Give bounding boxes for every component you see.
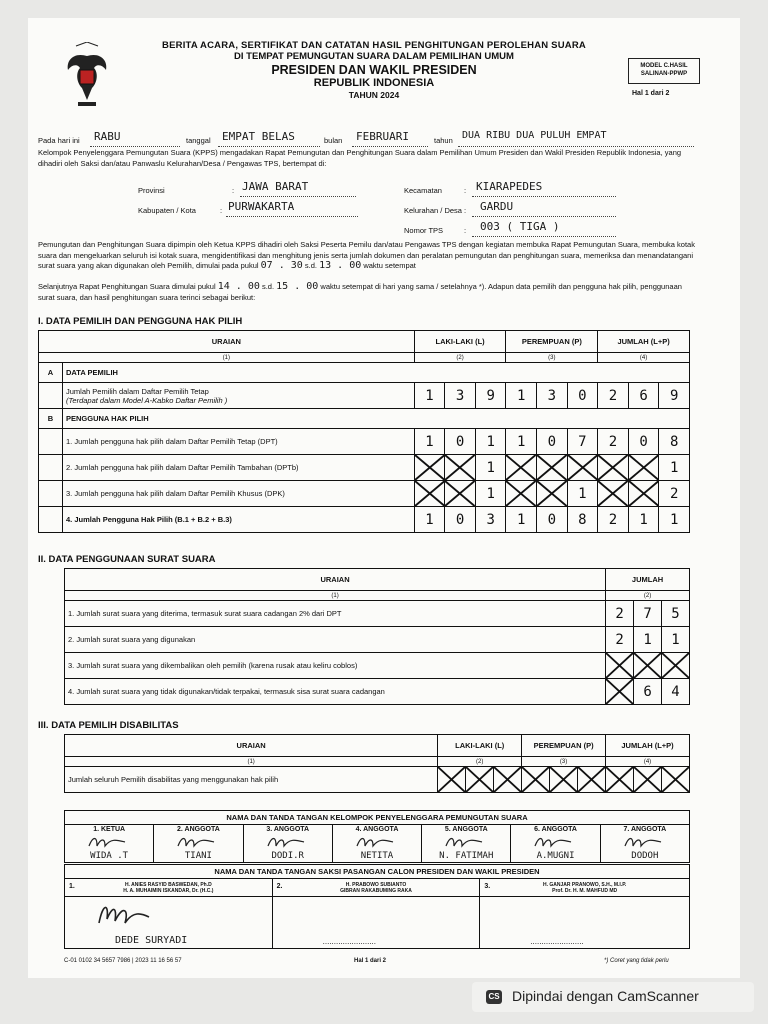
intro-hari-value: RABU — [94, 130, 121, 143]
saksi-table — [64, 864, 690, 949]
kpps-member-name: DODI.R — [271, 851, 304, 861]
s2-r1-cell: 7 — [634, 601, 662, 627]
s1-b1-cell: 0 — [628, 429, 659, 455]
s1-b2-cell: 1 — [475, 455, 506, 481]
kpps-member-name: DODOH — [631, 851, 659, 861]
tps-value: 003 ( TIGA ) — [480, 220, 560, 233]
s2-n2: (2) — [606, 591, 690, 601]
s3-crossed-cell — [661, 767, 689, 793]
s1-b4-row — [39, 507, 690, 533]
cross-mark-icon — [578, 767, 605, 792]
cross-mark-icon — [494, 767, 521, 792]
s2-r1-cell: 5 — [662, 601, 690, 627]
model-sub-label: SALINAN-PPWP — [640, 71, 688, 77]
s1-a-cell: 3 — [537, 383, 568, 409]
s1-b4-label: 4. Jumlah Pengguna Hak Pilih (B.1 + B.2 + B.3) — [63, 507, 415, 533]
header-line2: DI TEMPAT PEMUNGUTAN SUARA DALAM PEMILIHAN UMUM — [234, 51, 514, 62]
kpps-signature — [355, 834, 395, 850]
s1-a-cell: 1 — [414, 383, 445, 409]
s1-b3-cell — [445, 481, 476, 507]
s2-r3-cell — [606, 653, 634, 679]
s3-r1-label: Jumlah seluruh Pemilih disabilitas yang menggunakan hak pilih — [65, 767, 438, 793]
provinsi-value: JAWA BARAT — [242, 180, 309, 193]
kpps-member-cell — [422, 825, 511, 863]
cross-mark-icon — [568, 455, 598, 480]
s1-a-cell: 2 — [598, 383, 629, 409]
s3-n4: (4) — [606, 757, 690, 767]
s1-b2-row — [39, 455, 690, 481]
s1-b1-cell: 8 — [659, 429, 690, 455]
s3-crossed-cell — [634, 767, 662, 793]
s1-n3: (3) — [506, 353, 598, 363]
saksi-c2-sign-cell — [272, 897, 480, 949]
s2-r4-label: 4. Jumlah surat suara yang tidak digunakan/tidak terpakai, termasuk sisa surat suara cadangan — [65, 679, 606, 705]
s1-b4-cell: 1 — [506, 507, 537, 533]
saksi-c1-name1: H. ANIES RASYID BASWEDAN, Ph.D — [124, 881, 212, 888]
s3-r1-row — [65, 767, 690, 793]
s1-b4-cell: 2 — [598, 507, 629, 533]
kpps-member-name: NETITA — [360, 851, 394, 861]
s1-b2-cell — [506, 455, 537, 481]
count-end-time: 15 . 00 — [276, 281, 319, 292]
kpps-member-cell — [332, 825, 421, 863]
s1-b2-cell — [445, 455, 476, 481]
cross-mark-icon — [606, 653, 633, 678]
intro-paragraph: Kelompok Penyelenggara Pemungutan Suara (KPPS) mengadakan Rapat Pemungutan dan Penghitungan Suara dalam Pemilihan Umum Presiden dan Wakil Presiden Republik Indonesia, yang dihadiri oleh Saksi dan/atau Panwaslu Kelurahan/Desa / Pengawas TPS, bertempat di: — [38, 148, 682, 168]
s1-b-title: PENGGUNA HAK PILIH — [63, 409, 690, 429]
cross-mark-icon — [537, 481, 567, 506]
s1-b4-cell: 8 — [567, 507, 598, 533]
section3-table — [64, 734, 690, 793]
cross-mark-icon — [522, 767, 549, 792]
s1-a-cell: 3 — [445, 383, 476, 409]
s1-b2-cell: 1 — [659, 455, 690, 481]
s3-n2: (2) — [438, 757, 522, 767]
s1-b4-cell: 0 — [537, 507, 568, 533]
s2-r1-label: 1. Jumlah surat suara yang diterima, termasuk surat suara cadangan 2% dari DPT — [65, 601, 606, 627]
s3-crossed-cell — [606, 767, 634, 793]
cross-mark-icon — [550, 767, 577, 792]
model-label: MODEL C.HASIL — [640, 63, 688, 69]
kpps-signature — [176, 834, 216, 850]
s3-col-j: JUMLAH (L+P) — [606, 735, 690, 757]
saksi-c1-name: DEDE SURYADI — [115, 935, 188, 946]
s2-r3-cell — [662, 653, 690, 679]
kpps-member-cell — [600, 825, 689, 863]
model-box — [628, 58, 700, 84]
s3-col-uraian: URAIAN — [65, 735, 438, 757]
saksi-c3-header — [480, 879, 690, 897]
kpps-member-role: 4. ANGGOTA — [355, 826, 399, 833]
s2-r2-cell: 2 — [606, 627, 634, 653]
kelurahan-label: Kelurahan / Desa — [404, 206, 462, 215]
saksi-c2-header — [272, 879, 480, 897]
s1-b3-label: 3. Jumlah pengguna hak pilih dalam Daftar Pemilih Khusus (DPK) — [63, 481, 415, 507]
cross-mark-icon — [598, 455, 628, 480]
s1-n1: (1) — [39, 353, 415, 363]
s3-col-p: PEREMPUAN (P) — [522, 735, 606, 757]
cross-mark-icon — [506, 481, 536, 506]
cross-mark-icon — [506, 455, 536, 480]
s2-r2-cell: 1 — [662, 627, 690, 653]
intro-hari-label: Pada hari ini — [38, 136, 80, 145]
count-text-b: waktu setempat di hari yang sama / setelahnya *). Adapun data pemilih dan pengguna hak pilih, penggunaan surat suara, dan hasil penghitungan suara terinci sebagai berikut: — [38, 282, 682, 302]
kpps-table — [64, 810, 690, 863]
saksi-c3-name: ........................ — [530, 937, 584, 946]
cross-mark-icon — [415, 455, 445, 480]
s1-a-title: DATA PEMILIH — [63, 363, 690, 383]
s1-a-cell: 1 — [506, 383, 537, 409]
saksi-c2-name: ........................ — [322, 937, 376, 946]
document-header — [124, 40, 624, 100]
s2-r1-row — [65, 601, 690, 627]
procedure-start-time: 07 . 30 — [260, 260, 303, 271]
s1-b3-cell — [537, 481, 568, 507]
saksi-c1-name2: H. A. MUHAIMIN ISKANDAR, Dr. (H.C.) — [123, 887, 214, 894]
kpps-signature — [444, 834, 484, 850]
s1-b2-cell — [537, 455, 568, 481]
s2-r2-row — [65, 627, 690, 653]
s3-crossed-cell — [438, 767, 466, 793]
kpps-member-role: 1. KETUA — [93, 826, 126, 833]
s2-r1-cell: 2 — [606, 601, 634, 627]
kpps-member-name: N. FATIMAH — [439, 851, 494, 861]
s1-b1-cell: 7 — [567, 429, 598, 455]
s1-b2-cell — [567, 455, 598, 481]
footer-page: Hal 1 dari 2 — [354, 958, 387, 964]
s1-b3-cell — [598, 481, 629, 507]
cross-mark-icon — [438, 767, 465, 792]
section1-title: I. DATA PEMILIH DAN PENGGUNA HAK PILIH — [38, 316, 243, 327]
saksi-c1-header — [65, 879, 273, 897]
kpps-signature — [623, 834, 663, 850]
saksi-c2-name1: H. PRABOWO SUBIANTO — [345, 881, 407, 888]
kpps-member-name: TIANI — [184, 851, 212, 861]
s1-a-cell: 9 — [659, 383, 690, 409]
procedure-end-time: 13 . 00 — [319, 260, 362, 271]
s1-b2-label: 2. Jumlah pengguna hak pilih dalam Daftar Pemilih Tambahan (DPTb) — [63, 455, 415, 481]
s1-a-row1-label: Jumlah Pemilih dalam Daftar Pemilih Tetap — [66, 386, 209, 396]
s1-col-p: PEREMPUAN (P) — [506, 331, 598, 353]
cross-mark-icon — [634, 767, 661, 792]
kpps-member-role: 7. ANGGOTA — [623, 826, 667, 833]
s1-b1-cell: 0 — [445, 429, 476, 455]
intro-bulan-label: bulan — [324, 136, 343, 145]
count-start-time: 14 . 00 — [217, 281, 260, 292]
s1-b1-cell: 1 — [506, 429, 537, 455]
s1-a-cell: 6 — [628, 383, 659, 409]
cross-mark-icon — [415, 481, 445, 506]
section1-table — [38, 330, 690, 533]
kabupaten-value: PURWAKARTA — [228, 200, 295, 213]
kecamatan-value: KIARAPEDES — [476, 180, 543, 193]
section2-table — [64, 568, 690, 705]
procedure-text: Pemungutan dan Penghitungan Suara dipimpin oleh Ketua KPPS dihadiri oleh Saksi Peserta Pemilu dan/atau Pengawas TPS dengan kegiatan membuka Rapat Pemungutan Suara, membuka kotak suara dan mengeluarkan seluruh isi kotak suara, mengidentifikasi dan menghitung jenis serta jumlah dokumen dan peralatan pemungutan dan penghitungan suara, memeriksa dan menandatangani surat suara yang akan digunakan oleh Pemilih, dimulai pada pukul — [38, 240, 695, 270]
saksi-c3-sign-cell — [480, 897, 690, 949]
s2-r4-cell — [606, 679, 634, 705]
kpps-member-name: A.MUGNI — [536, 851, 575, 861]
saksi-c3-name1: H. GANJAR PRANOWO, S.H., M.I.P. — [543, 881, 627, 888]
cross-mark-icon — [445, 455, 475, 480]
provinsi-label: Provinsi — [138, 186, 165, 195]
cross-mark-icon — [537, 455, 567, 480]
kpps-member-cell — [243, 825, 332, 863]
s1-col-l: LAKI-LAKI (L) — [414, 331, 506, 353]
footer-code: C-01 0102 34 5657 7986 | 2023 11 16 56 57 — [64, 958, 182, 964]
header-year: TAHUN 2024 — [348, 90, 400, 100]
s3-n3: (3) — [522, 757, 606, 767]
s3-crossed-cell — [494, 767, 522, 793]
s2-r2-label: 2. Jumlah surat suara yang digunakan — [65, 627, 606, 653]
kpps-member-name: WIDA .T — [90, 851, 129, 861]
saksi-c2-num: 2. — [276, 883, 283, 890]
kpps-member-role: 6. ANGGOTA — [534, 826, 577, 833]
s1-b1-cell: 1 — [414, 429, 445, 455]
intro-bulan-value: FEBRUARI — [356, 130, 409, 143]
header-line4: REPUBLIK INDONESIA — [313, 77, 435, 89]
s1-b3-cell: 1 — [475, 481, 506, 507]
s2-r2-cell: 1 — [634, 627, 662, 653]
count-paragraph — [38, 282, 700, 303]
s3-col-l: LAKI-LAKI (L) — [438, 735, 522, 757]
camscanner-watermark — [472, 982, 754, 1012]
kpps-signature — [87, 834, 127, 850]
header-line3: PRESIDEN DAN WAKIL PRESIDEN — [271, 63, 477, 77]
s1-col-uraian: URAIAN — [39, 331, 415, 353]
camscanner-text: Dipindai dengan CamScanner — [512, 988, 699, 1004]
s1-n2: (2) — [414, 353, 506, 363]
header-line1: BERITA ACARA, SERTIFIKAT DAN CATATAN HASIL PENGHITUNGAN PEROLEHAN SUARA — [162, 40, 586, 51]
count-sd: s.d. — [261, 282, 275, 291]
cross-mark-icon — [662, 653, 689, 678]
kpps-member-cell — [154, 825, 243, 863]
s1-a-cell: 0 — [567, 383, 598, 409]
procedure-sd: s.d. — [304, 261, 317, 270]
cross-mark-icon — [466, 767, 493, 792]
kpps-member-cell — [511, 825, 600, 863]
s1-b3-row — [39, 481, 690, 507]
garuda-emblem-icon — [62, 42, 112, 112]
saksi-c1-num: 1. — [69, 883, 75, 890]
s1-b4-cell: 3 — [475, 507, 506, 533]
kpps-member-cell — [65, 825, 154, 863]
cross-mark-icon — [629, 455, 659, 480]
procedure-paragraph — [38, 240, 700, 272]
cross-mark-icon — [629, 481, 659, 506]
s1-b4-cell: 1 — [659, 507, 690, 533]
procedure-waktu: waktu setempat — [363, 261, 416, 270]
s2-r3-row — [65, 653, 690, 679]
s2-r3-cell — [634, 653, 662, 679]
s1-b-letter: B — [39, 409, 63, 429]
cross-mark-icon — [662, 767, 689, 792]
s1-b3-cell — [506, 481, 537, 507]
cross-mark-icon — [598, 481, 628, 506]
s3-crossed-cell — [466, 767, 494, 793]
page-indicator: Hal 1 dari 2 — [632, 90, 670, 97]
saksi-c3-name2: Prof. Dr. H. M. MAHFUD MD — [552, 887, 618, 894]
s1-a-row1-note: (Terdapat dalam Model A-Kabko Daftar Pemilih ) — [66, 395, 228, 405]
kpps-member-role: 3. ANGGOTA — [266, 826, 310, 833]
s1-b2-cell — [598, 455, 629, 481]
intro-tanggal-value: EMPAT BELAS — [222, 130, 295, 143]
s3-n1: (1) — [65, 757, 438, 767]
intro-tanggal-label: tanggal — [186, 136, 211, 145]
section2-title: II. DATA PENGGUNAAN SURAT SUARA — [38, 554, 216, 565]
s3-crossed-cell — [550, 767, 578, 793]
saksi-c3-num: 3. — [484, 883, 491, 890]
kpps-signature — [533, 834, 573, 850]
s1-b4-cell: 1 — [628, 507, 659, 533]
kpps-signature-row — [65, 825, 690, 863]
s1-b1-row — [39, 429, 690, 455]
cross-mark-icon — [634, 653, 661, 678]
s1-b1-label: 1. Jumlah pengguna hak pilih dalam Daftar Pemilih Tetap (DPT) — [63, 429, 415, 455]
s1-b4-cell: 1 — [414, 507, 445, 533]
s3-crossed-cell — [578, 767, 606, 793]
s1-b3-cell — [628, 481, 659, 507]
s1-b1-cell: 2 — [598, 429, 629, 455]
saksi-c1-sign-cell — [65, 897, 273, 949]
s1-b1-cell: 1 — [475, 429, 506, 455]
kpps-signature — [266, 834, 306, 850]
intro-tahun-label: tahun — [434, 136, 453, 145]
s2-r4-cell: 6 — [634, 679, 662, 705]
s3-crossed-cell — [522, 767, 550, 793]
cross-mark-icon — [445, 481, 475, 506]
s1-a-letter: A — [39, 363, 63, 383]
s1-a-cell: 9 — [475, 383, 506, 409]
s1-n4: (4) — [598, 353, 690, 363]
s2-r4-row — [65, 679, 690, 705]
kpps-member-role: 5. ANGGOTA — [444, 826, 488, 833]
s1-b3-cell: 1 — [567, 481, 598, 507]
s1-b1-cell: 0 — [537, 429, 568, 455]
s2-col-uraian: URAIAN — [65, 569, 606, 591]
s2-n1: (1) — [65, 591, 606, 601]
saksi-c2-name2: GIBRAN RAKABUMING RAKA — [340, 887, 412, 894]
kpps-member-role: 2. ANGGOTA — [177, 826, 220, 833]
s1-a-row — [39, 383, 690, 409]
saksi-c1-signature — [95, 899, 155, 929]
s2-r3-label: 3. Jumlah surat suara yang dikembalikan oleh pemilih (karena rusak atau keliru coblos) — [65, 653, 606, 679]
kabupaten-label: Kabupaten / Kota — [138, 206, 196, 215]
document-page: BERITA ACARA, SERTIFIKAT DAN CATATAN HASIL PENGHITUNGAN PEROLEHAN SUARA DI TEMPAT PEMUNGUTAN SUARA DALAM PEMILIHAN UMUM PRESIDEN DAN WAKIL PRESIDEN REPUBLIK INDONESIA TAHUN 2024 MODEL C.HASIL SALINAN-PPWP Hal 1 dari 2 Pada hari ini RABU tanggal EMPAT BELAS bulan FEBRUARI tahun DUA RIBU DUA PULUH EMPAT Kelompok Penyelenggara Pemungutan Suara (KPPS) mengadakan Rapat Pemungutan dan Penghitungan Suara dalam Pemilihan Umum Presiden dan Wakil Presiden Republik Indonesia, yang dihadiri oleh Saksi dan/atau Panwaslu Kelurahan/Desa / Pengawas TPS, bertempat di: Provinsi : JAWA BARAT Kabupaten / Kota : PURWAKARTA Kecamatan : KIARAPEDES Kelurahan / Desa : GARDU Nomor TPS : 003 ( TIGA ) Pemungutan dan Penghitungan Suara dipimpin oleh Ketua KPPS dihadiri oleh Saksi Peserta Pemilu dan/atau Pengawas TPS dengan kegiatan membuka Rapat Pemungutan Suara, membuka kotak suara dan mengeluarkan seluruh isi kotak suara, mengidentifikasi dan menghitung jenis serta jumlah dokumen dan peralatan pemungutan dan penghitungan suara, memeriksa dan menandatangani surat suara yang akan digunakan oleh Pemilih, dimulai pada pukul 07 . 30 s.d. 13 . 00 waktu setempat Selanjutnya Rapat Penghitungan Suara dimulai pukul 14 . 00 s.d. 15 . 00 waktu setempat di hari yang sama / setelahnya *). Adapun data pemilih dan pengguna hak pilih, penggunaan surat suara, dan hasil penghitungan suara terinci sebagai berikut: I. DATA PEMILIH DAN PENGGUNA HAK PILIH URAIAN LAKI-LAKI (L) PEREMPUAN (P) JUMLAH (L+P) (1) (2) (3) (4) A DATA PEMILIH Jumlah Pemilih dalam Daftar Pemilih Tetap (Terdapat dalam Model A-Kabko Daftar Pemilih ) 1 3 9 1 3 0 2 6 9 B PENGGUNA HAK PILIH 1. Jumlah pengguna hak pilih dalam Daftar Pemilih Tetap (DPT) 1 0 1 1 0 7 2 0 8 2. Jumlah pengguna hak pilih dalam Daftar Pemilih Tambahan (DPTb) 1 1 3. Jumlah pengguna hak pilih dalam Daftar Pemilih Khusus (DPK) 1 1 2 4. Jumlah Pengguna Hak Pilih (B.1 + B.2 + B.3) 1 0 3 1 0 8 2 1 1 II. DATA PENGGUNAAN SURAT SUARA URAIAN JUMLAH (1) (2) 1. Jumlah surat suara yang diterima, termasuk surat suara cadangan 2% dari DPT 2 7 5 2. Jumlah surat suara yang digunakan 2 1 1 3. Jumlah surat suara yang dikembalikan oleh pemilih (karena rusak atau keliru coblos) 4. Jumlah surat suara yang tidak digunakan/tidak terpakai, termasuk sisa surat suara cadangan 6 4 III. DATA PEMILIH DISABILITAS URAIAN LAKI-LAKI (L) PEREMPUAN (P) JUMLAH (L+P) (1) (2) (3) (4) Jumlah seluruh Pemilih disabilitas yang menggunakan hak pilih NAMA DAN TANDA TANGAN KELOMPOK PENYELENGGARA PEMUNGUTAN SUARA 1. KETUA WIDA .T 2. ANGGOTA TIANI 3. ANGGOTA DODI.R 4. ANGGOTA NETITA 5. ANGGOTA N. FATIMAH 6. ANGGOTA A.MUGNI 7. ANGGOTA DODOH NAMA DAN TANDA TANGAN SAKSI PASANGAN CALON PRESIDEN DAN WAKIL PRESIDEN 1. H. ANIES RASYID BASWEDAN, Ph.D H. A. MUHAIMIN ISKANDAR, Dr. (H.C.) 2. H. PRABOWO SUBIANTO GIBRAN RAKABUMING RAKA 3. H. GANJAR PRANOWO, S.H., M.I.P. Prof. Dr. H. M. MAHFUD MD DEDE SURYADI ........................ ........................ C-01 0102 34 5657 7986 | 2023 11 16 56 57 Hal 1 dari 2 *) Coret yang tidak perlu — [28, 18, 740, 978]
s1-b2-cell — [414, 455, 445, 481]
s1-b3-cell: 2 — [659, 481, 690, 507]
kelurahan-value: GARDU — [480, 200, 514, 213]
kecamatan-label: Kecamatan — [404, 186, 442, 195]
kpps-title: NAMA DAN TANDA TANGAN KELOMPOK PENYELENGGARA PEMUNGUTAN SUARA — [65, 811, 690, 825]
s1-b4-cell: 0 — [445, 507, 476, 533]
saksi-title: NAMA DAN TANDA TANGAN SAKSI PASANGAN CALON PRESIDEN DAN WAKIL PRESIDEN — [65, 865, 690, 879]
tps-label: Nomor TPS — [404, 226, 444, 235]
s2-col-jumlah: JUMLAH — [606, 569, 690, 591]
cross-mark-icon — [606, 767, 633, 792]
cross-mark-icon — [606, 679, 633, 704]
s1-col-j: JUMLAH (L+P) — [598, 331, 690, 353]
s2-r4-cell: 4 — [662, 679, 690, 705]
intro-tahun-value: DUA RIBU DUA PULUH EMPAT — [462, 130, 607, 141]
s1-b2-cell — [628, 455, 659, 481]
camscanner-icon: CS — [486, 990, 502, 1004]
s1-b3-cell — [414, 481, 445, 507]
footer-note: *) Coret yang tidak perlu — [604, 958, 669, 964]
count-text: Selanjutnya Rapat Penghitungan Suara dimulai pukul — [38, 282, 216, 291]
section3-title: III. DATA PEMILIH DISABILITAS — [38, 720, 179, 731]
